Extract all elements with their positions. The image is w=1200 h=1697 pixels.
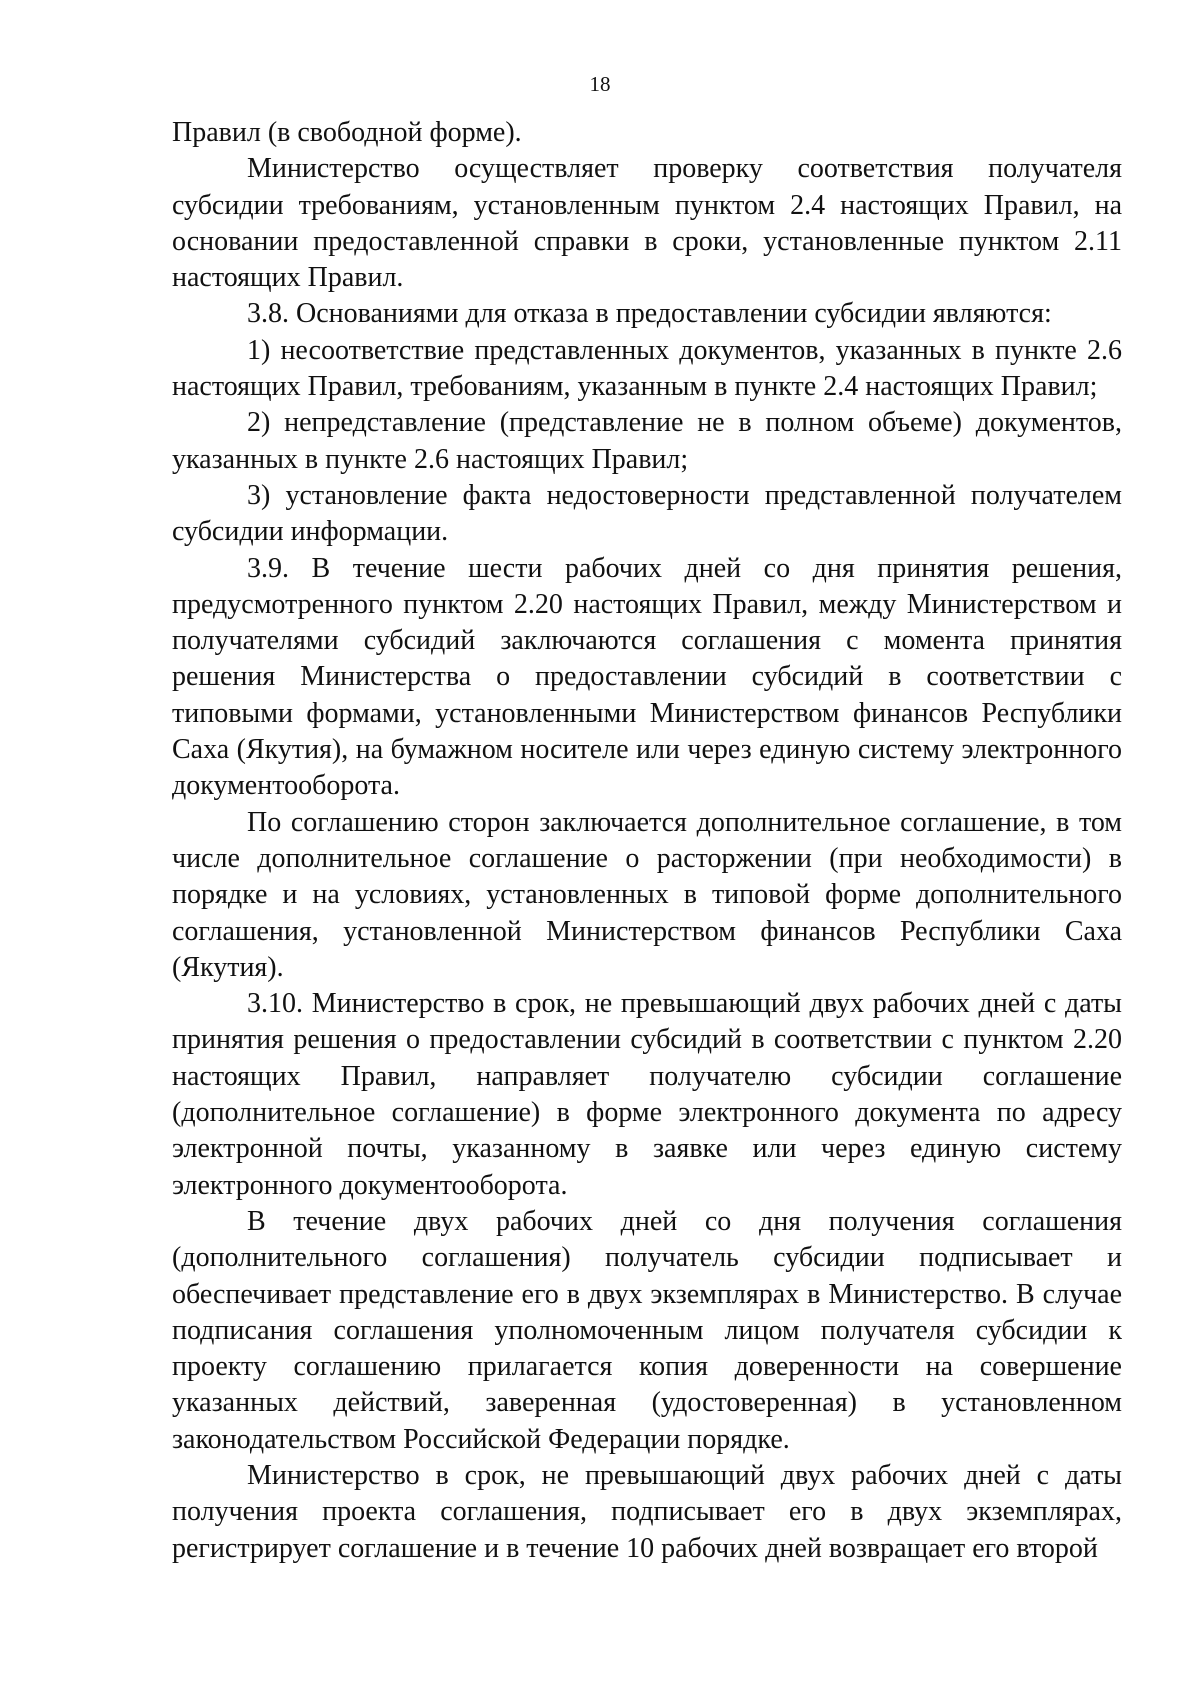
paragraph-3-8-item-2: 2) непредставление (представление не в полном объеме) документов, указанных в пункте 2.6 настоящих Правил;: [172, 407, 1122, 475]
page-number: 18: [589, 72, 611, 96]
paragraph-additional-agreement: По соглашению сторон заключается дополнительное соглашение, в том числе дополнительное соглашение о расторжении (при необходимости) в порядке и на условиях, установленных в типовой форме дополнительного соглашения, установленной Министерством финансов Республики Саха (Якутия).: [172, 806, 1122, 983]
paragraph-3-10: 3.10. Министерство в срок, не превышающий двух рабочих дней с даты принятия решения о предоставлении субсидий в соответствии с пунктом 2.20 настоящих Правил, направляет получателю субсидии соглашение (дополнительное соглашение) в форме электронного документа по адресу электронной почты, указанному в заявке или через единую систему электронного документооборота.: [172, 988, 1122, 1201]
document-body: [172, 115, 1122, 1567]
paragraph-3-9: 3.9. В течение шести рабочих дней со дня принятия решения, предусмотренного пунктом 2.20 настоящих Правил, между Министерством и получателями субсидий заключаются соглашения с момента принятия решения Министерства о предоставлении субсидий в соответствии с типовыми формами, установленными Министерством финансов Республики Саха (Якутия), на бумажном носителе или через единую систему электронного документооборота.: [172, 552, 1122, 802]
paragraph-registration: Министерство в срок, не превышающий двух рабочих дней с даты получения проекта соглашения, подписывает его в двух экземплярах, регистрирует соглашение и в течение 10 рабочих дней возвращает его второй: [172, 1459, 1122, 1564]
paragraph-3-8-item-3: 3) установление факта недостоверности представленной получателем субсидии информации.: [172, 479, 1122, 548]
paragraph-verification: Министерство осуществляет проверку соответствия получателя субсидии требованиям, установленным пунктом 2.4 настоящих Правил, на основании предоставленной справки в сроки, установленные пунктом 2.11 настоящих Правил.: [172, 153, 1122, 294]
paragraph-3-8-heading: 3.8. Основаниями для отказа в предоставлении субсидии являются:: [247, 298, 1052, 330]
paragraph-3-8-item-1: 1) несоответствие представленных документов, указанных в пункте 2.6 настоящих Правил, требованиям, указанным в пункте 2.4 настоящих Правил;: [172, 334, 1122, 403]
paragraph-signing: В течение двух рабочих дней со дня получения соглашения (дополнительного соглашения) получатель субсидии подписывает и обеспечивает представление его в двух экземплярах в Министерство. В случае подписания соглашения уполномоченным лицом получателя субсидии к проекту соглашению прилагается копия доверенности на совершение указанных действий, заверенная (удостоверенная) в установленном законодательством Российской Федерации порядке.: [172, 1205, 1122, 1455]
paragraph-continuation: Правил (в свободной форме).: [172, 117, 522, 148]
